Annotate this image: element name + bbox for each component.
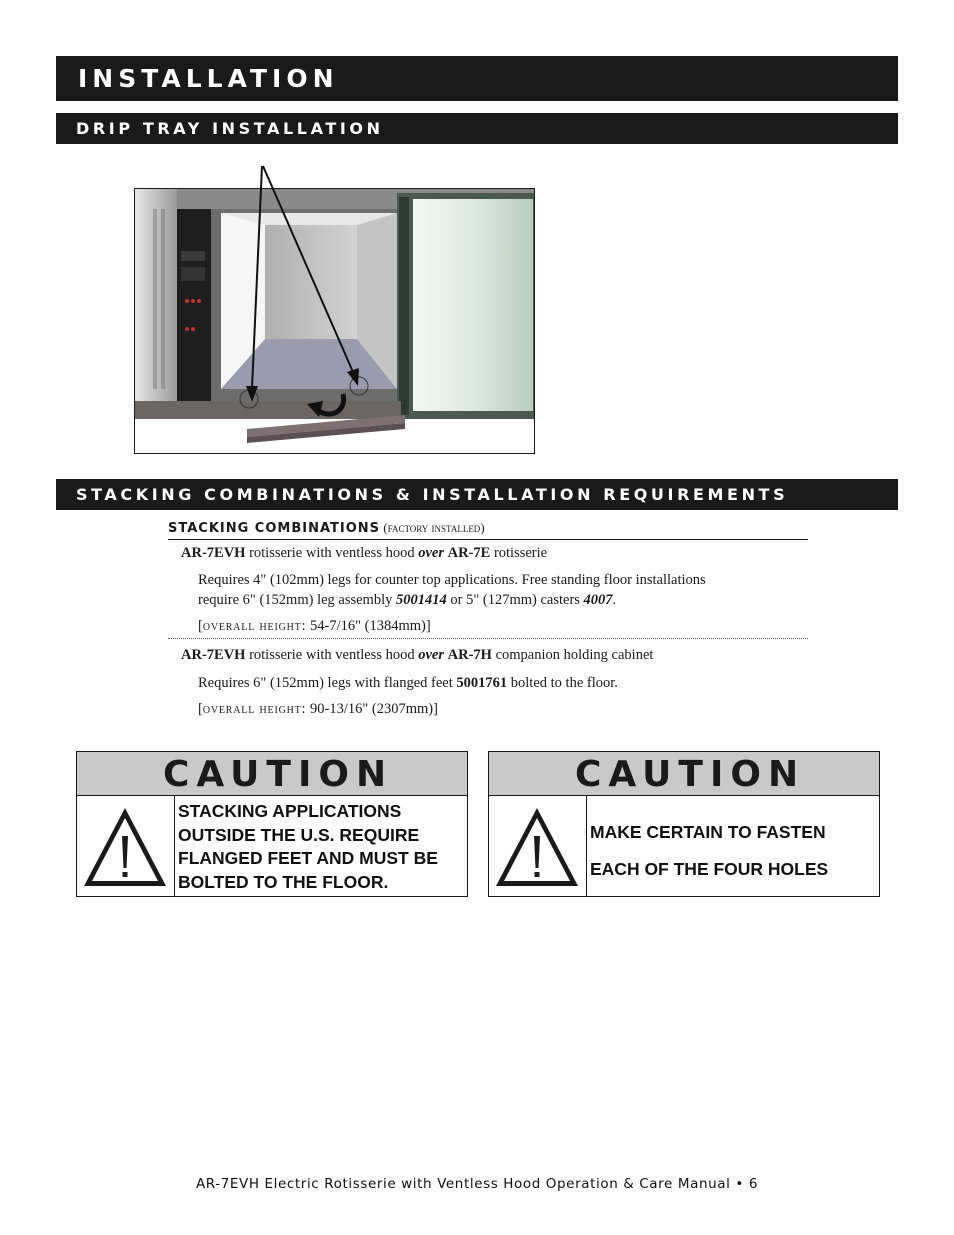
stacking-subhead-label: STACKING COMBINATIONS xyxy=(168,521,381,536)
combo1-model-b: AR-7E xyxy=(447,545,491,561)
combo2-req xyxy=(198,673,618,693)
combo-divider xyxy=(168,638,808,639)
combo1-part1: 5001414 xyxy=(396,592,447,608)
factory-installed-note: factory installed xyxy=(387,520,481,535)
stacking-title-bar xyxy=(56,479,898,510)
combo1-req-line2-b: or 5" (127mm) casters xyxy=(446,592,584,608)
caution-line: FLANGED FEET AND MUST BE xyxy=(178,848,438,868)
combo2-model-b: AR-7H xyxy=(447,647,492,663)
drip-tray-title: DRIP TRAY INSTALLATION xyxy=(76,119,384,138)
combo1-req-line1: Requires 4" (102mm) legs for counter top applications. Free standing floor installations xyxy=(198,572,706,588)
combo1-over: over xyxy=(418,545,444,561)
combo2-desc-a: rotisserie with ventless hood xyxy=(245,647,419,663)
warning-triangle-cell xyxy=(77,796,175,896)
drip-tray-title-bar xyxy=(56,113,898,144)
combo1-req-line2-a: require 6" (152mm) leg assembly xyxy=(198,592,396,608)
caution-box-fasten xyxy=(488,751,880,897)
caution-line: STACKING APPLICATIONS xyxy=(178,801,402,821)
combo1-req-line2-c: . xyxy=(612,592,617,608)
caution-line: EACH OF THE FOUR HOLES xyxy=(590,859,829,879)
caution-message xyxy=(178,800,461,894)
drip-tray-illustration xyxy=(134,188,535,454)
combo1-height-label: overall height: xyxy=(202,618,307,634)
caution-line: OUTSIDE THE U.S. REQUIRE xyxy=(178,824,420,845)
combo2-req-b: bolted to the floor. xyxy=(507,675,618,691)
caution-line: BOLTED TO THE FLOOR. xyxy=(178,871,389,892)
combo2-over: over xyxy=(418,647,444,663)
combo1-part2: 4007 xyxy=(583,592,613,608)
combo2-title xyxy=(181,645,653,665)
caution-title: CAUTION xyxy=(489,752,879,796)
combo2-height-value: 90-13/16" (2307mm) xyxy=(306,701,434,717)
combo2-height-label: overall height: xyxy=(202,701,307,717)
warning-triangle-cell xyxy=(489,796,587,896)
combo2-desc-b: companion holding cabinet xyxy=(491,647,654,663)
warning-triangle-icon xyxy=(82,806,168,888)
caution-title: CAUTION xyxy=(77,752,467,796)
stacking-subhead: STACKING COMBINATIONS (factory installed) xyxy=(168,520,808,540)
stacking-title: STACKING COMBINATIONS & INSTALLATION REQUIREMENTS xyxy=(76,485,789,504)
caution-line: MAKE CERTAIN TO FASTEN xyxy=(590,822,826,842)
combo1-height: [overall height: 54-7/16" (1384mm)] xyxy=(198,618,431,634)
combo1-model-a: AR-7EVH xyxy=(181,545,246,561)
section-title-bar xyxy=(56,56,898,101)
caution-box-stacking xyxy=(76,751,468,897)
combo1-req-line2 xyxy=(198,590,616,610)
combo2-part: 5001761 xyxy=(456,675,508,691)
combo1-desc-a: rotisserie with ventless hood xyxy=(245,545,419,561)
combo2-model-a: AR-7EVH xyxy=(181,647,246,663)
combo1-height-value: 54-7/16" (1384mm) xyxy=(306,618,426,634)
rotisserie-drawing xyxy=(135,189,535,454)
warning-triangle-icon xyxy=(494,806,580,888)
caution-message xyxy=(590,814,873,888)
combo2-height: [overall height: 90-13/16" (2307mm)] xyxy=(198,701,438,717)
combo1-title xyxy=(181,543,547,563)
combo2-req-a: Requires 6" (152mm) legs with flanged feet xyxy=(198,675,457,691)
page-footer: AR-7EVH Electric Rotisserie with Ventless Hood Operation & Care Manual • 6 xyxy=(195,1176,759,1192)
combo1-desc-b: rotisserie xyxy=(490,545,548,561)
section-title: INSTALLATION xyxy=(78,64,339,93)
